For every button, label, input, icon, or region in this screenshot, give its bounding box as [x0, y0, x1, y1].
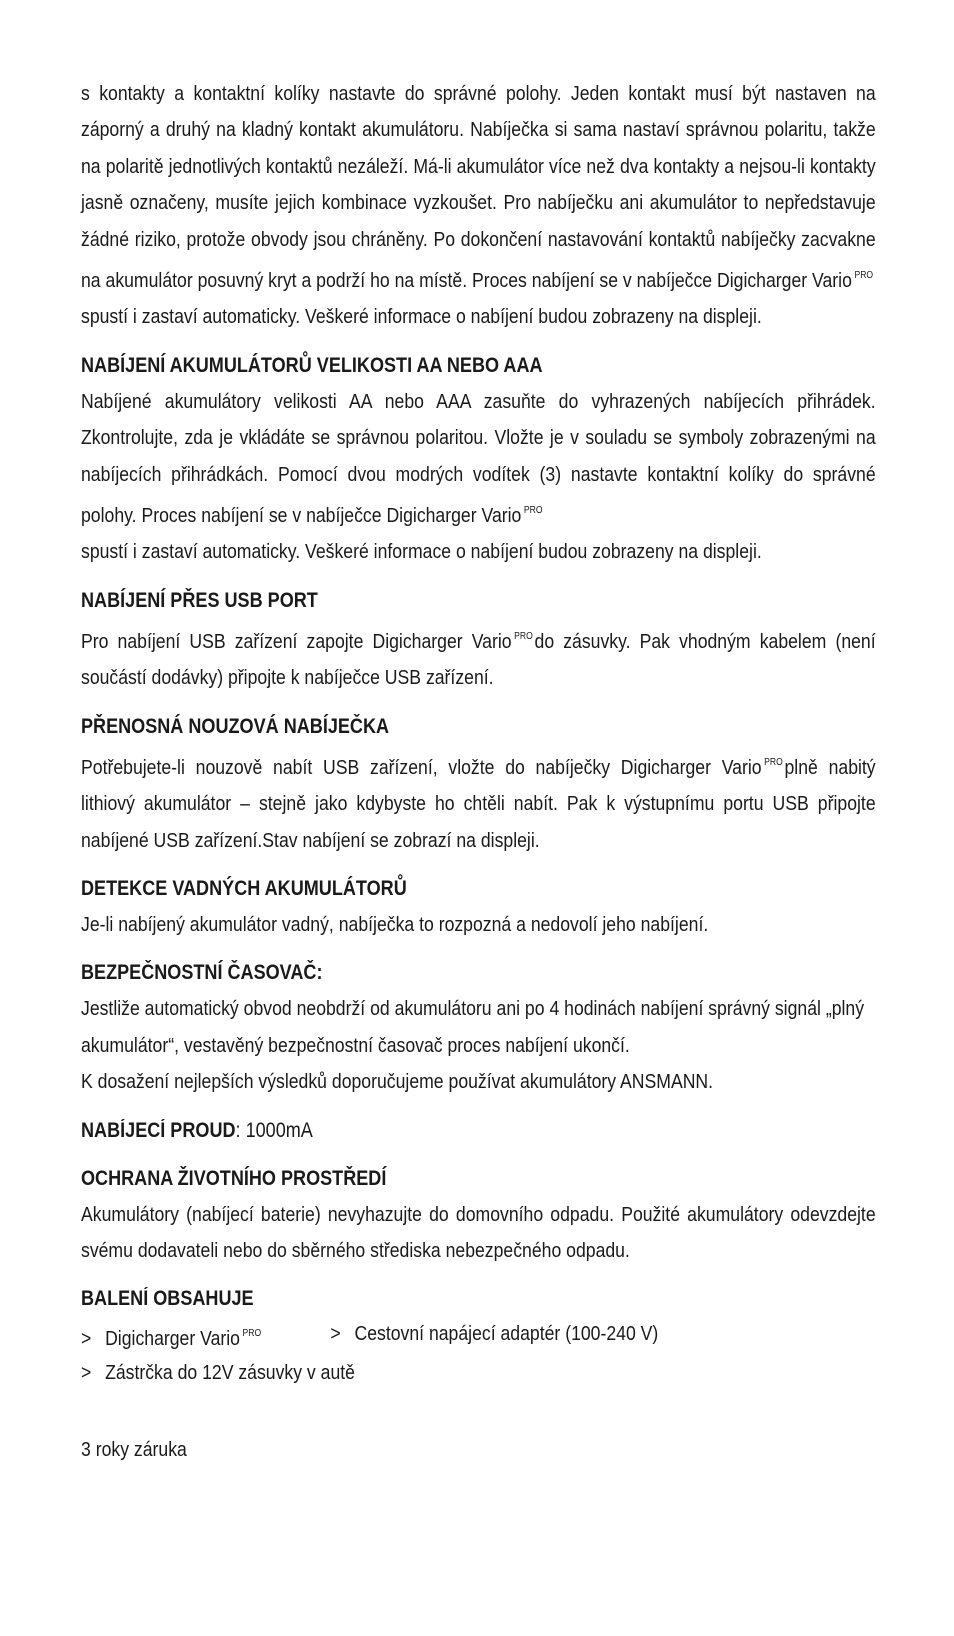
emergency-text: Potřebujete-li nouzově nabít USB zařízení, vložte do nabíječky Digicharger Vario [81, 755, 762, 779]
pro-superscript: PRO [514, 630, 533, 642]
environment-heading: OCHRANA ŽIVOTNÍHO PROSTŘEDÍ [81, 1166, 387, 1190]
package-item-label: Zástrčka do 12V zásuvky v autě [105, 1361, 355, 1385]
package-item [81, 1356, 355, 1390]
manual-page [81, 76, 876, 1468]
timer-recommendation: K dosažení nejlepších výsledků doporučujeme používat akumulátory ANSMANN. [81, 1070, 714, 1094]
intro-text: s kontakty a kontaktní kolíky nastavte do správné polohy. Jeden kontakt musí být nastaven na záporný a druhý na kladný kontakt akumulátoru. Nabíječka si sama nastaví správnou polaritu, takže na polaritě jednotlivých kontaktů nezáleží. Má-li akumulátor více než dva kontakty a nejsou-li kontakty jasně označeny, musíte jejich kombinace vyzkoušet. Pro nabíječku ani akumulátor to nepředstavuje žádné riziko, protože obvody jsou chráněny. Po dokončení nastavování kontaktů nabíječky zacvakne na akumulátor posuvný kryt a podrží ho na místě. Proces nabíjení se v nabíječce Digicharger Vario [81, 82, 876, 293]
package-list [81, 1317, 876, 1390]
emergency-tail: plně nabitý lithiový akumulátor – stejně jako kdybyste ho chtěli nabít. Pak k výstupnímu portu USB připojte nabíjené USB zařízení.Stav nabíjení se zobrazí na displeji. [81, 755, 876, 852]
timer-heading: BEZPEČNOSTNÍ ČASOVAČ: [81, 961, 323, 985]
timer-text: Jestliže automatický obvod neobdrží od akumulátoru ani po 4 hodinách nabíjení správný signál „plný akumulátor“, vestavěný bezpečnostní časovač proces nabíjení ukončí. [81, 997, 865, 1057]
usb-paragraph [81, 619, 876, 697]
aa-paragraph [81, 384, 876, 571]
package-item-label: Digicharger Vario [105, 1327, 240, 1351]
package-row [81, 1317, 876, 1356]
aa-tail: spustí i zastaví automaticky. Veškeré informace o nabíjení budou zobrazeny na displeji. [81, 540, 762, 564]
environment-paragraph: Akumulátory (nabíjecí baterie) nevyhazujte do domovního odpadu. Použité akumulátory odevzdejte svému dodavateli nebo do sběrného střediska nebezpečného odpadu. [81, 1202, 876, 1262]
defect-heading: DETEKCE VADNÝCH AKUMULÁTORŮ [81, 876, 407, 900]
package-row [81, 1356, 876, 1390]
aa-heading: NABÍJENÍ AKUMULÁTORŮ VELIKOSTI AA NEBO AAA [81, 353, 543, 377]
package-item [330, 1317, 658, 1356]
aa-text: Nabíjené akumulátory velikosti AA nebo AAA zasuňte do vyhrazených nabíjecích přihrádek. Zkontrolujte, zda je vkládáte se správnou polaritou. Vložte je v souladu se symboly zobrazenými na nabíjecích přihrádkách. Pomocí dvou modrých vodítek (3) nastavte kontaktní kolíky do správné polohy. Proces nabíjení se v nabíječce Digicharger Vario [81, 389, 876, 528]
bullet-marker: > [81, 1327, 92, 1351]
intro-tail: spustí i zastaví automaticky. Veškeré informace o nabíjení budou zobrazeny na displeji. [81, 305, 762, 329]
pro-superscript: PRO [242, 1328, 262, 1340]
emergency-paragraph [81, 745, 876, 859]
usb-text: Pro nabíjení USB zařízení zapojte Digicharger Vario [81, 629, 512, 653]
usb-tail: do zásuvky. Pak vhodným kabelem (není součástí dodávky) připojte k nabíječce USB zařízení. [81, 629, 876, 690]
defect-paragraph: Je-li nabíjený akumulátor vadný, nabíječka to rozpozná a nedovolí jeho nabíjení. [81, 912, 709, 936]
timer-paragraph [81, 991, 876, 1100]
intro-paragraph [81, 76, 876, 336]
warranty-note: 3 roky záruka [81, 1438, 187, 1462]
pro-superscript: PRO [854, 270, 874, 282]
charging-current-value: : 1000mA [235, 1118, 313, 1142]
bullet-marker: > [330, 1322, 341, 1346]
bullet-marker: > [81, 1361, 92, 1385]
charging-current-label: NABÍJECÍ PROUD [81, 1118, 236, 1142]
package-heading: BALENÍ OBSAHUJE [81, 1287, 254, 1311]
charging-current [81, 1113, 876, 1149]
pro-superscript: PRO [764, 756, 783, 768]
emergency-heading: PŘENOSNÁ NOUZOVÁ NABÍJEČKA [81, 714, 390, 738]
usb-heading: NABÍJENÍ PŘES USB PORT [81, 588, 318, 612]
package-item-label: Cestovní napájecí adaptér (100-240 V) [354, 1322, 659, 1346]
pro-superscript: PRO [523, 505, 543, 517]
package-item [81, 1317, 330, 1356]
